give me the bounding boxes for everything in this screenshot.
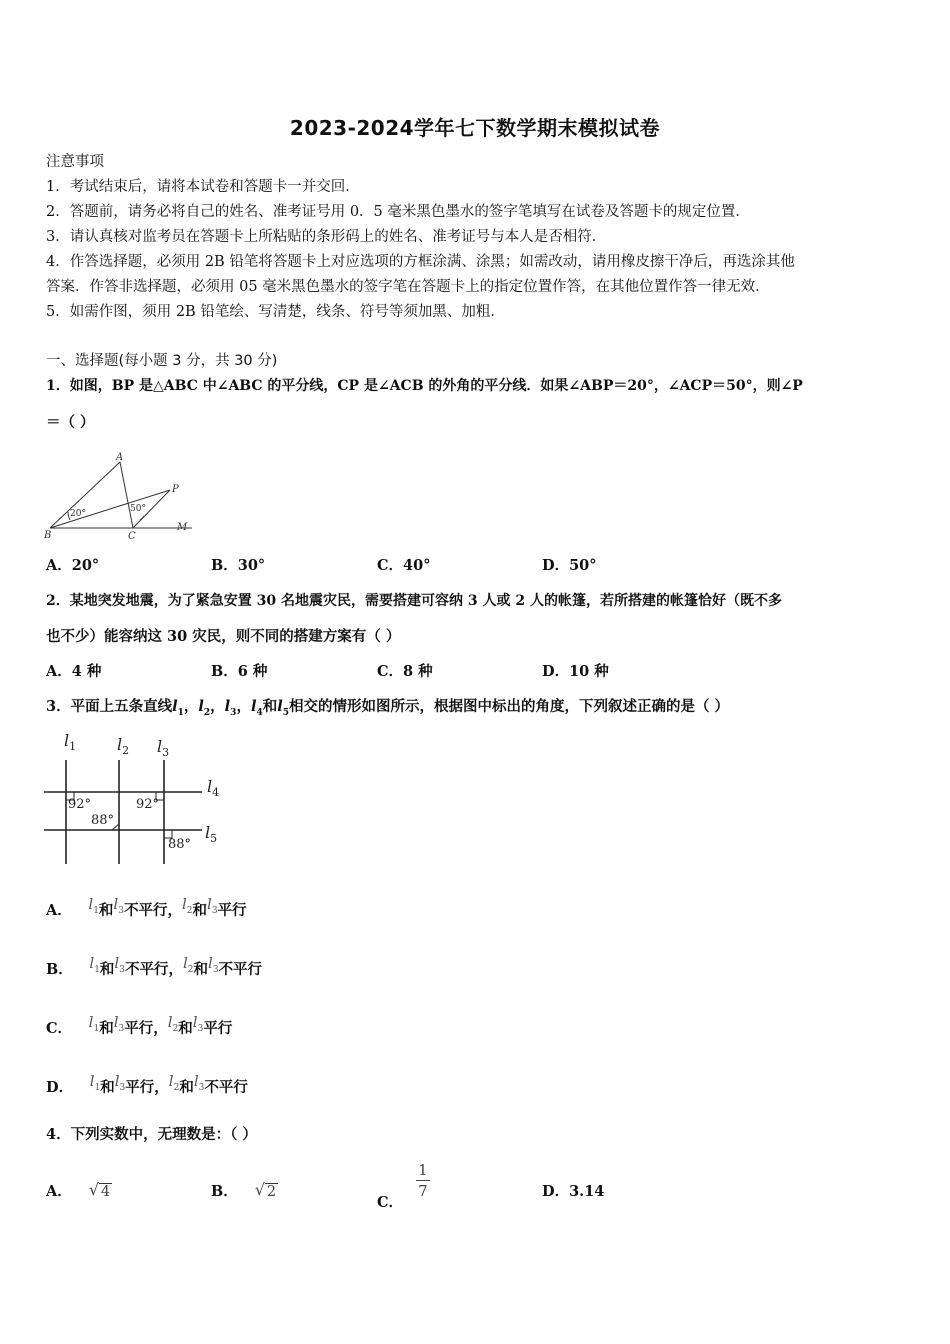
question-2-text-cont: 也不少）能容纳这 30 灾民，则不同的搭建方案有（ ）	[46, 628, 401, 645]
question-1-option-a[interactable]: A．20°	[46, 557, 100, 574]
line-symbol: $l_1$	[89, 1072, 101, 1093]
figure-angle-50: 50°	[130, 504, 146, 514]
line-symbol: $l_3$	[208, 954, 219, 975]
fraction: $\frac{1}{7}$	[418, 1161, 428, 1200]
line-symbol: $l_3$	[207, 895, 218, 916]
question-1-figure	[42, 448, 202, 543]
line-label-l2: $l_2$	[117, 735, 130, 757]
question-2-text: 2．某地突发地震，为了紧急安置 30 名地震灾民，需要搭建可容纳 3 人或 2 人的帐篷，若所搭建的帐篷恰好（既不多	[46, 593, 782, 609]
line-symbol: $l_3$	[114, 954, 125, 975]
question-1-blank: ＝（ ）	[46, 414, 95, 431]
question-1-option-d[interactable]: D．50°	[542, 557, 597, 574]
line-symbol: $l_1$	[88, 1013, 100, 1034]
question-2-option-b[interactable]: B．6 种	[211, 663, 268, 680]
line-label-l1: $l_1$	[64, 731, 77, 753]
sqrt-expression: √ 2	[254, 1180, 277, 1200]
line-symbol: $l_1$	[89, 954, 100, 975]
question-2-option-c[interactable]: C．8 种	[377, 663, 433, 680]
sqrt-expression: √ 4	[88, 1180, 111, 1200]
line-symbol: $l_2$	[181, 895, 193, 916]
question-3-figure	[42, 730, 232, 870]
question-4-option-a[interactable]: A． √ 4	[46, 1180, 111, 1200]
angle-label: 92°	[68, 797, 92, 812]
angle-label: 88°	[91, 813, 115, 828]
question-4-text: 4．下列实数中，无理数是：（ ）	[46, 1126, 257, 1143]
notice-heading: 注意事项	[46, 154, 104, 170]
figure-label-a: A	[116, 452, 124, 463]
line-label-l3: $l_3$	[157, 737, 170, 759]
line-symbol: $l_2$	[168, 1072, 180, 1093]
line-symbol: $l_1$	[88, 895, 99, 916]
notice-item: 答案．作答非选择题，必须用 05 毫米黑色墨水的签字笔在答题卡上的指定位置作答，在其他位置作答一律无效．	[46, 279, 770, 295]
notice-item: 3．请认真核对监考员在答题卡上所粘贴的条形码上的姓名、准考证号与本人是否相符．	[46, 229, 607, 245]
line-symbol: $l_3$	[192, 1013, 204, 1034]
question-4-option-b[interactable]: B． √ 2	[211, 1180, 277, 1200]
angle-label: 92°	[136, 797, 160, 812]
section-heading: 一、选择题(每小题 3 分，共 30 分)	[46, 353, 278, 369]
line-symbol: $l_3$	[113, 895, 124, 916]
question-2-option-d[interactable]: D．10 种	[542, 663, 609, 680]
figure-label-m: M	[177, 522, 188, 533]
notice-item: 4．作答选择题，必须用 2B 铅笔将答题卡上对应选项的方框涂满、涂黑；如需改动，请用橡皮擦干净后，再选涂其他	[46, 254, 795, 270]
line-symbol: $l_3$	[114, 1072, 126, 1093]
notice-item: 2．答题前，请务必将自己的姓名、准考证号用 0．5 毫米黑色墨水的签字笔填写在试卷及答题卡的规定位置．	[46, 204, 750, 220]
line-symbol: $l_3$	[193, 1072, 205, 1093]
question-1-option-b[interactable]: B．30°	[211, 557, 266, 574]
line-label-l4: $l_4$	[207, 777, 220, 799]
question-3-option-b[interactable]: B． $l_1$和$l_3$不平行，$l_2$和$l_3$不平行	[46, 954, 263, 978]
question-3-text: 3．平面上五条直线$l_1$，$l_2$，$l_3$，$l_4$和$l_5$相交的情形如图所示，根据图中标出的角度，下列叙述正确的是（ ）	[46, 698, 730, 718]
question-1-text: 1．如图，BP 是△ABC 中∠ABC 的平分线，CP 是∠ACB 的外角的平分线．如果∠ABP＝20°，∠ACP＝50°，则∠P	[46, 378, 803, 394]
question-2-option-a[interactable]: A．4 种	[46, 663, 102, 680]
notice-item: 1．考试结束后，请将本试卷和答题卡一并交回．	[46, 179, 360, 195]
figure-angle-20: 20°	[70, 509, 86, 519]
line-symbol: $l_2$	[167, 1013, 179, 1034]
line-symbol: $l_2$	[182, 954, 194, 975]
question-1-option-c[interactable]: C．40°	[377, 557, 431, 574]
line-label-l5: $l_5$	[205, 823, 218, 845]
question-3-option-c[interactable]: C． $l_1$和$l_3$平行，$l_2$和$l_3$平行	[46, 1013, 233, 1037]
question-4-option-c[interactable]: C． $\frac{1}{7}$	[377, 1161, 428, 1211]
figure-label-c: C	[128, 531, 136, 542]
angle-label: 88°	[168, 837, 192, 852]
page-title: 2023-2024学年七下数学期末模拟试卷	[289, 116, 661, 140]
question-3-option-d[interactable]: D． $l_1$和$l_3$平行，$l_2$和$l_3$不平行	[46, 1072, 248, 1096]
line-symbol: $l_3$	[113, 1013, 125, 1034]
question-4-option-d[interactable]: D．3.14	[542, 1183, 605, 1200]
question-3-option-a[interactable]: A． $l_1$和$l_3$不平行，$l_2$和$l_3$平行	[46, 895, 247, 919]
figure-label-p: P	[172, 484, 179, 495]
notice-item: 5．如需作图，须用 2B 铅笔绘、写清楚，线条、符号等须加黑、加粗．	[46, 304, 505, 320]
figure-label-b: B	[44, 530, 52, 541]
